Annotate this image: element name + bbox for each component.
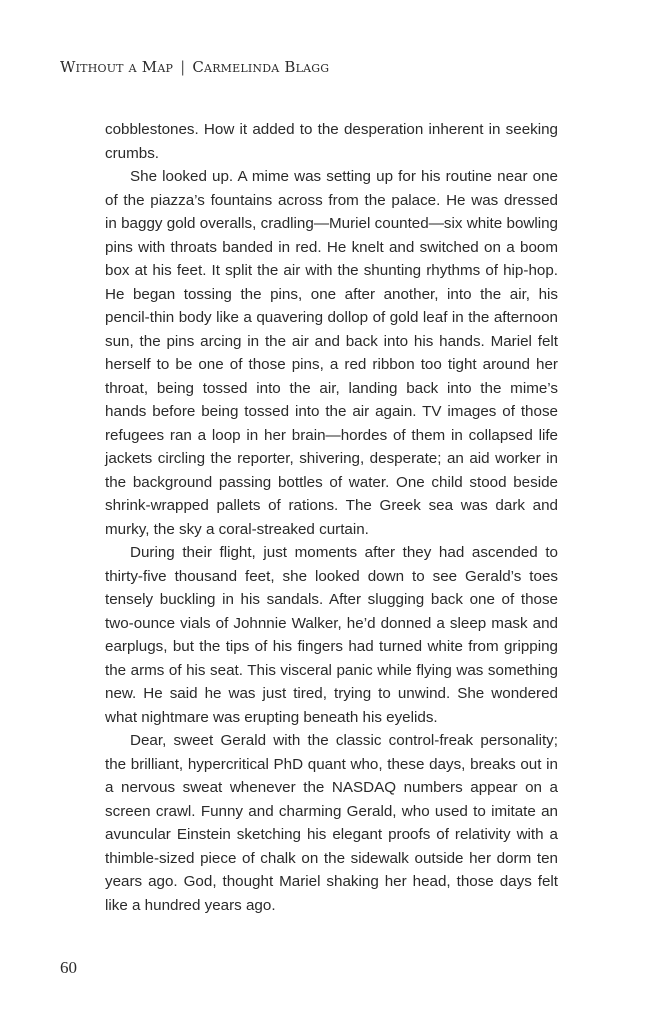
paragraph-4: Dear, sweet Gerald with the classic control-freak personality; the brilliant, hypercritical PhD quant who, these days, breaks out in a nervous sweat whenever the NASDAQ numbers appear on a screen crawl. Funny and charming Gerald, who used to imitate an avuncular Einstein sketching his elegant proofs of relativity with a thimble-sized piece of chalk on the sidewalk outside her dorm ten years ago. God, thought Mariel shaking her head, those days felt like a hundred years ago. bbox=[105, 732, 558, 914]
paragraph-1: cobblestones. How it added to the desperation inherent in seeking crumbs. bbox=[105, 121, 558, 162]
running-head bbox=[60, 58, 329, 76]
paragraph-3: During their flight, just moments after they had ascended to thirty-five thousand feet, she looked down to see Gerald’s toes tensely buckling in his sandals. After slugging back one of those two-ounce vials of Johnnie Walker, he’d donned a sleep mask and earplugs, but the tips of his fingers had turned white from gripping the arms of his seat. This visceral panic while flying was something new. He said he was just tired, trying to unwind. She wondered what nightmare was erupting beneath his eyelids. bbox=[105, 544, 558, 726]
body-text bbox=[105, 118, 558, 917]
header-separator: | bbox=[180, 58, 186, 76]
book-title: Without a Map bbox=[60, 58, 174, 76]
page-number: 60 bbox=[60, 958, 77, 977]
author-name: Carmelinda Blagg bbox=[192, 58, 330, 76]
paragraph-2: She looked up. A mime was setting up for his routine near one of the piazza’s fountains across from the palace. He was dressed in baggy gold overalls, cradling—Muriel counted—six white bowling pins with throats banded in red. He knelt and switched on a boom box at his feet. It split the air with the shunting rhythms of hip-hop. He began tossing the pins, one after another, into the air, his pencil-thin body like a quavering dollop of gold leaf in the afternoon sun, the pins arcing in the air and back into his hands. Mariel felt herself to be one of those pins, a red ribbon too tight around her throat, being tossed into the air, landing back into the mime’s hands before being tossed into the air again. TV images of those refugees ran a loop in her brain—hordes of them in collapsed life jackets circling the reporter, shivering, desperate; an aid worker in the background passing bottles of water. One child stood beside shrink-wrapped pallets of rations. The Greek sea was dark and murky, the sky a coral-streaked curtain. bbox=[105, 168, 558, 538]
